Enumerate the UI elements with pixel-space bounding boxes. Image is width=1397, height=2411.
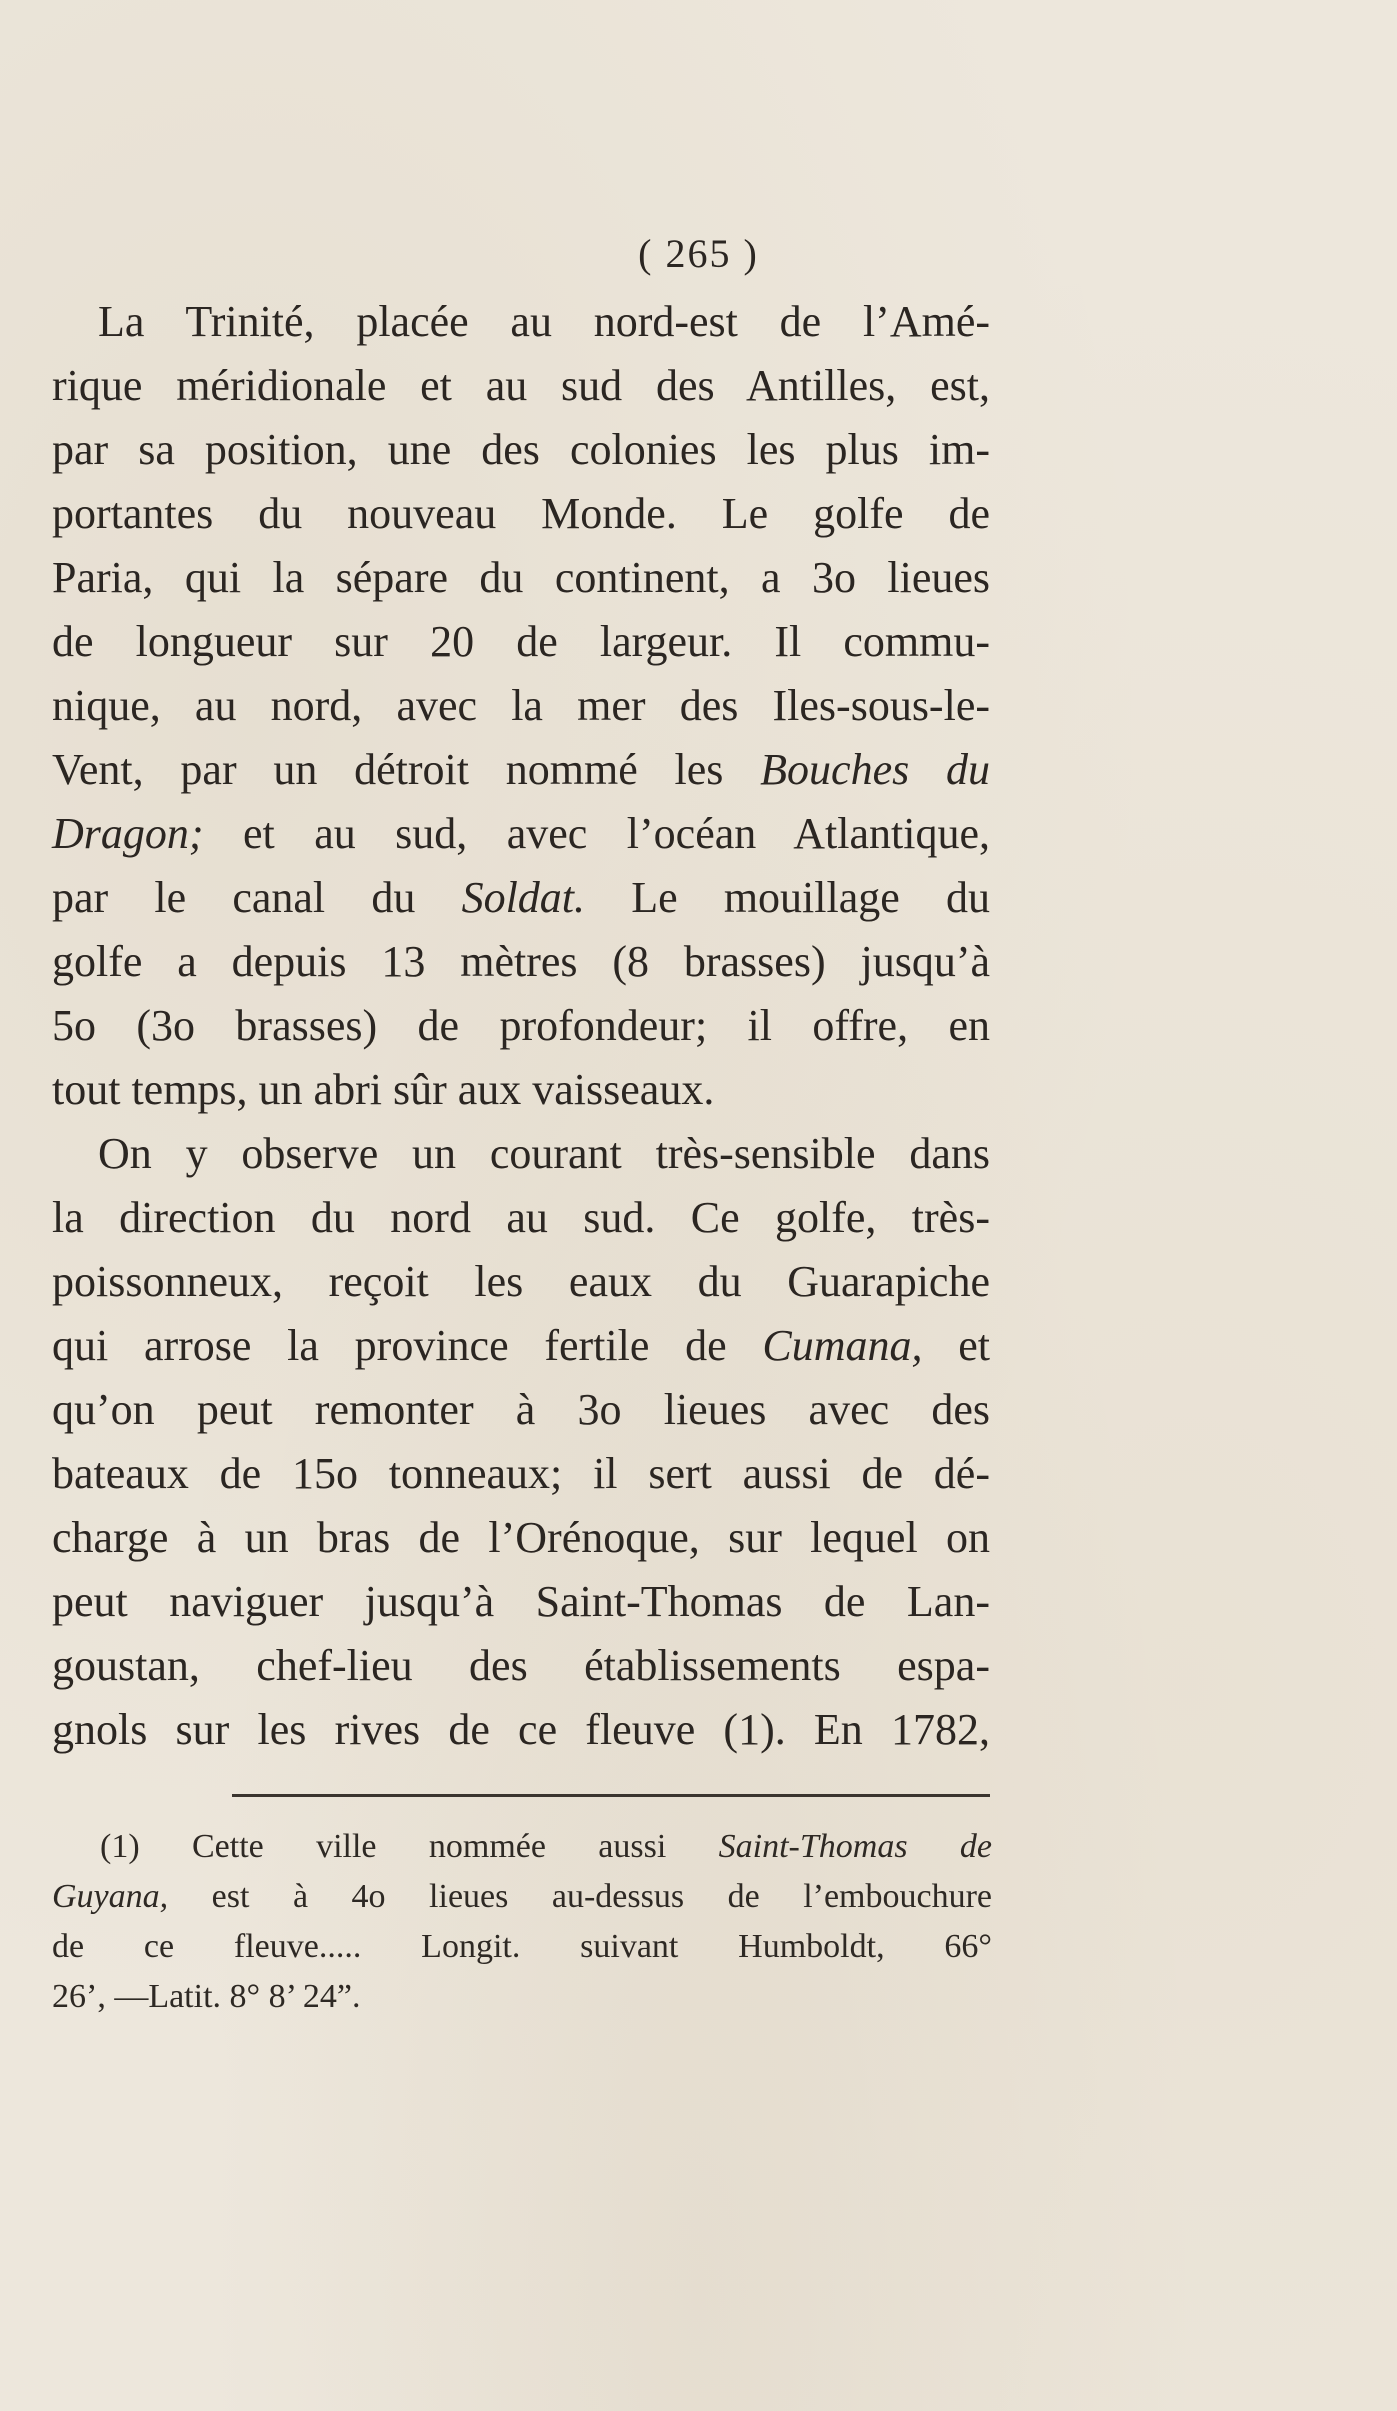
text-run: On y observe un courant très-sensible dans [98, 1129, 990, 1178]
text-run: peut naviguer jusqu’à Saint-Thomas de Lan- [52, 1577, 990, 1626]
text-line [52, 1634, 990, 1698]
text-line [52, 546, 990, 610]
text-line [52, 674, 990, 738]
italic-text: Bouches du [760, 745, 991, 794]
text-line [52, 738, 990, 802]
text-run: tout temps, un abri sûr aux vaisseaux. [52, 1065, 715, 1114]
text-run: par sa position, une des colonies les plus im- [52, 425, 990, 474]
text-run: est à 4o lieues au-dessus de l’embouchure [168, 1878, 992, 1915]
text-line [52, 1378, 990, 1442]
text-run: goustan, chef-lieu des établissements espa- [52, 1641, 990, 1690]
text-run: (1) Cette ville nommée aussi [100, 1828, 719, 1865]
text-run: et [922, 1321, 990, 1370]
text-line [52, 290, 990, 354]
text-run: la direction du nord au sud. Ce golfe, très- [52, 1193, 990, 1242]
text-line [52, 1506, 990, 1570]
text-run: gnols sur les rives de ce fleuve (1). En 1782, [52, 1705, 990, 1754]
text-run: charge à un bras de l’Orénoque, sur lequel on [52, 1513, 990, 1562]
text-run: bateaux de 15o tonneaux; il sert aussi de dé- [52, 1449, 990, 1498]
text-run: par le canal du [52, 873, 462, 922]
text-run: portantes du nouveau Monde. Le golfe de [52, 489, 990, 538]
footnote-line [52, 1872, 992, 1922]
italic-text: Saint-Thomas de [718, 1828, 993, 1865]
text-run: poissonneux, reçoit les eaux du Guarapiche [52, 1257, 990, 1306]
text-line [52, 1314, 990, 1378]
italic-text: Guyana, [52, 1878, 169, 1915]
footnote-line [52, 1972, 992, 2022]
text-line [52, 1250, 990, 1314]
text-run: Vent, par un détroit nommé les [52, 745, 761, 794]
text-line [52, 994, 990, 1058]
text-line [52, 866, 990, 930]
text-line [52, 1122, 990, 1186]
italic-text: Cumana, [762, 1321, 923, 1370]
page-number: ( 265 ) [638, 231, 759, 276]
text-run: qu’on peut remonter à 3o lieues avec des [52, 1385, 990, 1434]
text-run: 5o (3o brasses) de profondeur; il offre, en [52, 1001, 990, 1050]
text-run: La Trinité, placée au nord-est de l’Amé- [98, 297, 990, 346]
text-run: 26’, —Latit. 8° 8’ 24”. [52, 1978, 361, 2015]
footnote-rule [232, 1794, 990, 1797]
italic-text: Dragon; [52, 809, 204, 858]
text-line [52, 802, 990, 866]
text-run: Le mouillage du [585, 873, 990, 922]
text-line [52, 930, 990, 994]
text-run: de longueur sur 20 de largeur. Il commu- [52, 617, 990, 666]
text-run: qui arrose la province fertile de [52, 1321, 763, 1370]
text-line [52, 610, 990, 674]
text-run: rique méridionale et au sud des Antilles, est, [52, 361, 990, 410]
footnote-line [52, 1822, 992, 1872]
text-run: de ce fleuve..... Longit. suivant Humboldt, 66° [52, 1928, 992, 1965]
text-line [52, 1570, 990, 1634]
text-run: Paria, qui la sépare du continent, a 3o lieues [52, 553, 990, 602]
body-text [52, 290, 990, 1762]
footnote [52, 1822, 992, 2022]
text-run: et au sud, avec l’océan Atlantique, [203, 809, 990, 858]
text-line [52, 1186, 990, 1250]
text-line [52, 1698, 990, 1762]
text-line [52, 354, 990, 418]
italic-text: Soldat. [461, 873, 586, 922]
text-run: nique, au nord, avec la mer des Iles-sous-le- [52, 681, 990, 730]
text-line [52, 1442, 990, 1506]
text-line [52, 482, 990, 546]
text-line [52, 1058, 990, 1122]
text-run: golfe a depuis 13 mètres (8 brasses) jusqu’à [52, 937, 990, 986]
footnote-line [52, 1922, 992, 1972]
text-line [52, 418, 990, 482]
